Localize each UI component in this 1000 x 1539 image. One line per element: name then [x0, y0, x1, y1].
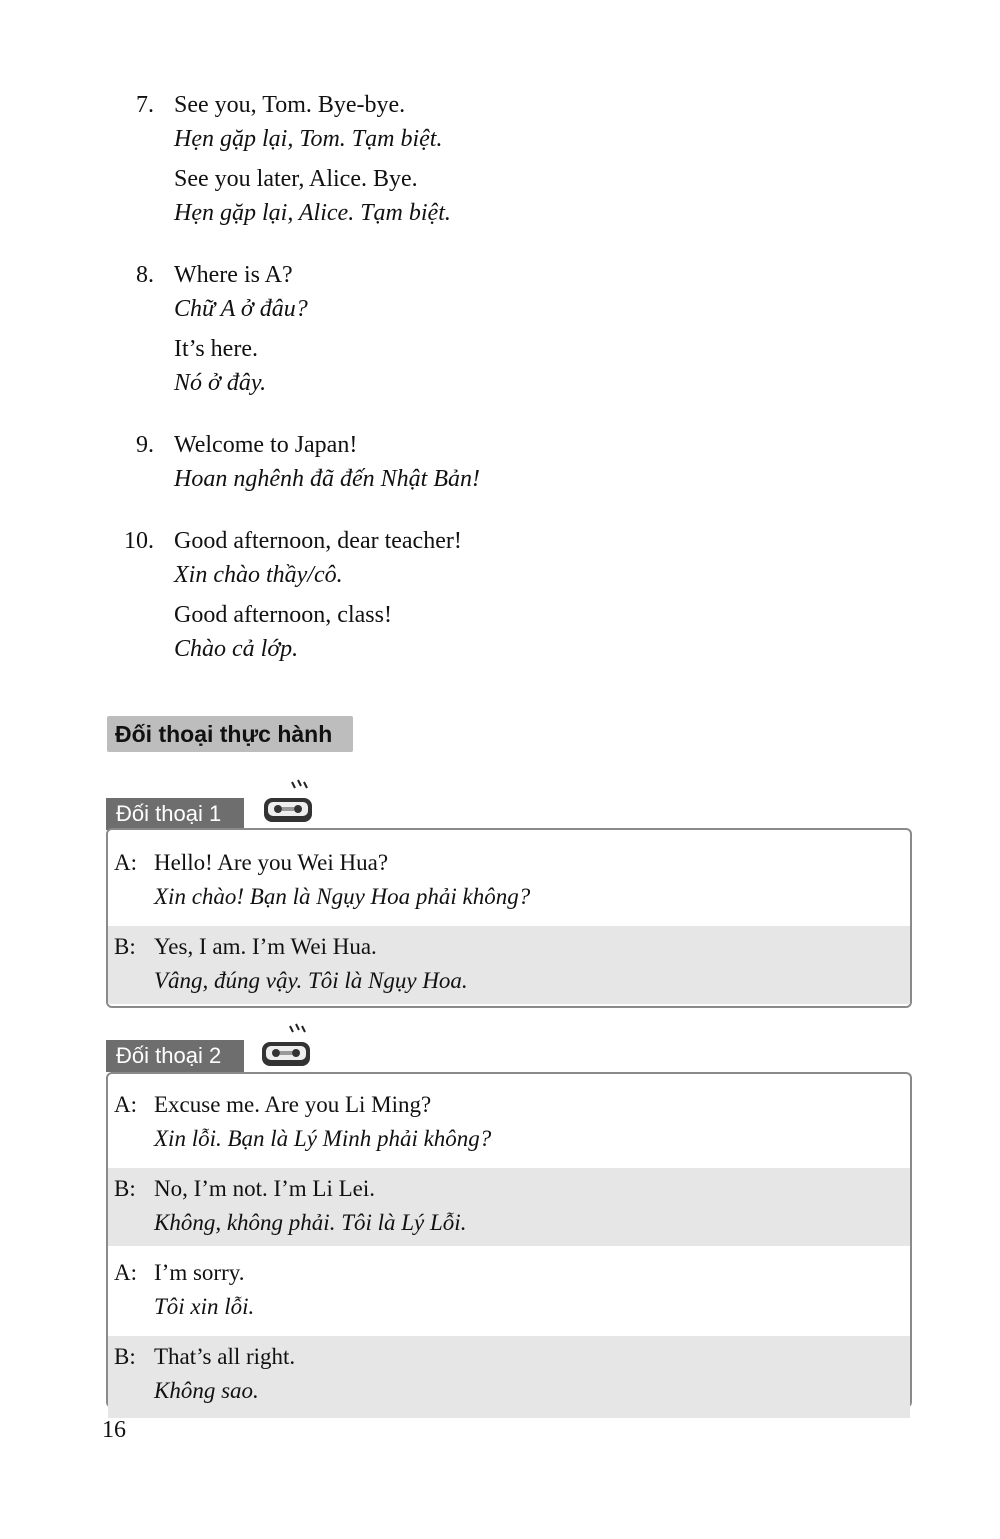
item-body: [174, 428, 480, 502]
speaker-label: A:: [114, 850, 137, 875]
phrase-pair: [174, 332, 308, 400]
turn-text: [154, 1088, 491, 1156]
vietnamese-translation: Chào cả lớp.: [174, 636, 299, 662]
speaker-label: B:: [114, 1344, 136, 1369]
phrase-pair: [174, 428, 480, 496]
list-item: [100, 428, 660, 502]
vietnamese-line: Không sao.: [154, 1378, 259, 1403]
page-number: 16: [102, 1417, 126, 1443]
turn-text: [154, 846, 530, 914]
phrase-pair: [174, 258, 308, 326]
speaker-label: A:: [114, 1260, 137, 1285]
english-phrase: Welcome to Japan!: [174, 432, 358, 458]
list-item: [100, 258, 660, 406]
english-phrase: Good afternoon, class!: [174, 602, 392, 628]
item-body: [174, 88, 451, 236]
english-line: That’s all right.: [154, 1344, 296, 1369]
phrase-pair: [174, 524, 462, 592]
list-item: [100, 524, 660, 672]
english-phrase: See you later, Alice. Bye.: [174, 166, 418, 192]
english-phrase: It’s here.: [174, 336, 258, 362]
vietnamese-translation: Nó ở đây.: [174, 370, 267, 396]
vietnamese-translation: Xin chào thầy/cô.: [174, 562, 343, 588]
speaker-label: B:: [114, 1176, 136, 1201]
turn-text: [154, 930, 468, 998]
english-line: No, I’m not. I’m Li Lei.: [154, 1176, 376, 1201]
list-item: [100, 88, 660, 236]
vietnamese-translation: Hoan nghênh đã đến Nhật Bản!: [174, 466, 480, 492]
item-number: 10.: [124, 528, 154, 554]
dialogue-turn: [108, 1088, 910, 1156]
dialogue-1-tab: Đối thoại 1: [106, 798, 244, 830]
vietnamese-line: Vâng, đúng vậy. Tôi là Ngụy Hoa.: [154, 968, 468, 993]
vietnamese-line: Xin lỗi. Bạn là Lý Minh phải không?: [154, 1126, 492, 1151]
dialogue-2-box: [106, 1072, 912, 1408]
english-line: Yes, I am. I’m Wei Hua.: [154, 934, 377, 959]
speaker-label: A:: [114, 1092, 137, 1117]
speaker-label: B:: [114, 934, 136, 959]
dialogue-turn: [108, 926, 910, 1004]
turn-text: [154, 1256, 254, 1324]
english-line: I’m sorry.: [154, 1260, 245, 1285]
cassette-player-icon[interactable]: [256, 1020, 316, 1072]
item-body: [174, 524, 462, 672]
vietnamese-translation: Hẹn gặp lại, Tom. Tạm biệt.: [174, 126, 443, 152]
turn-text: [154, 1340, 295, 1408]
english-line: Hello! Are you Wei Hua?: [154, 850, 389, 875]
dialogue-turn: [108, 846, 910, 914]
item-body: [174, 258, 308, 406]
vietnamese-line: Tôi xin lỗi.: [154, 1294, 255, 1319]
phrase-pair: [174, 162, 451, 230]
english-phrase: Good afternoon, dear teacher!: [174, 528, 462, 554]
vietnamese-line: Xin chào! Bạn là Ngụy Hoa phải không?: [154, 884, 531, 909]
english-line: Excuse me. Are you Li Ming?: [154, 1092, 432, 1117]
turn-text: [154, 1172, 466, 1240]
dialogue-1-box: [106, 828, 912, 1008]
dialogue-2-tab: Đối thoại 2: [106, 1040, 244, 1072]
phrase-pair: [174, 88, 451, 156]
section-heading: Đối thoại thực hành: [107, 716, 353, 752]
item-number: 8.: [136, 262, 154, 288]
vietnamese-line: Không, không phải. Tôi là Lý Lỗi.: [154, 1210, 467, 1235]
dialogue-turn: [108, 1336, 910, 1418]
dialogue-turn: [108, 1256, 910, 1324]
english-phrase: See you, Tom. Bye-bye.: [174, 92, 406, 118]
english-phrase: Where is A?: [174, 262, 293, 288]
item-number: 9.: [136, 432, 154, 458]
vietnamese-translation: Chữ A ở đâu?: [174, 296, 308, 322]
phrase-pair: [174, 598, 462, 666]
vietnamese-translation: Hẹn gặp lại, Alice. Tạm biệt.: [174, 200, 451, 226]
dialogue-turn: [108, 1168, 910, 1246]
phrase-list: [100, 88, 660, 694]
cassette-player-icon[interactable]: [258, 776, 318, 828]
item-number: 7.: [136, 92, 154, 118]
